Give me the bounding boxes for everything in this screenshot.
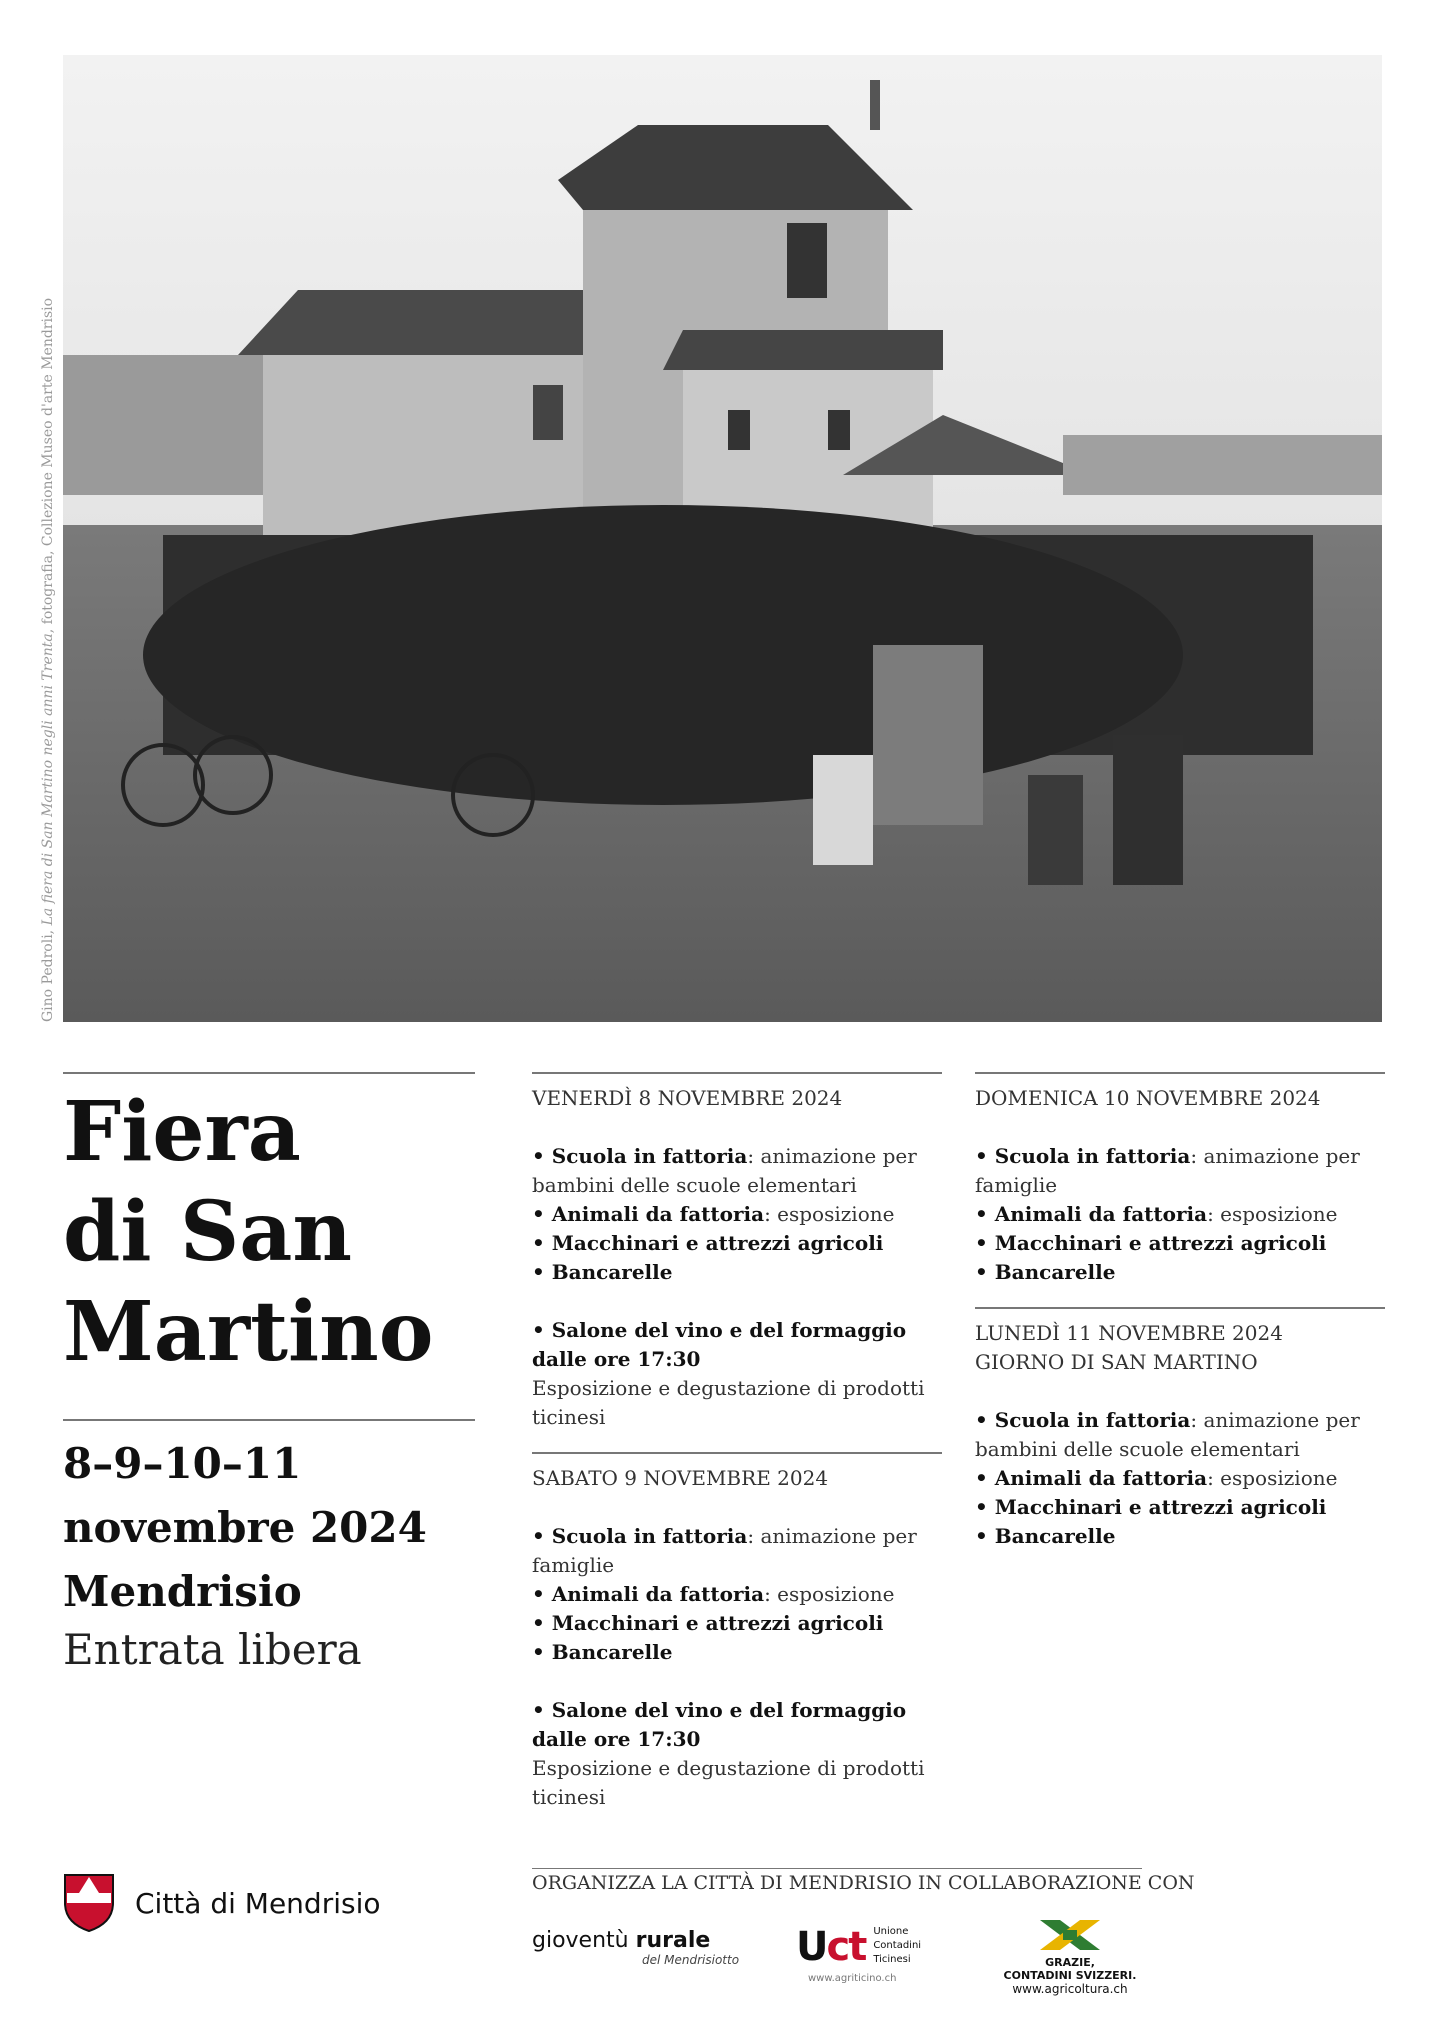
program-item: • Scuola in fattoria: animazione per famiglie: [532, 1524, 917, 1577]
program-item: • Scuola in fattoria: animazione per famiglie: [975, 1144, 1360, 1197]
salone-description: Esposizione e degustazione di prodotti ticinesi: [532, 1376, 925, 1429]
entry-free: Entrata libera: [63, 1625, 362, 1674]
program-monday: [975, 1311, 1385, 1551]
program-friday: [532, 1076, 942, 1432]
rurale-word: rurale: [635, 1928, 711, 1953]
dates-month: novembre 2024: [63, 1503, 427, 1552]
program-item: • Scuola in fattoria: animazione per bambini delle scuole elementari: [532, 1144, 917, 1197]
program-sunday: [975, 1076, 1385, 1287]
program-item: • Animali da fattoria: esposizione: [975, 1202, 1338, 1226]
gioventu-word: gioventù: [532, 1928, 636, 1953]
divider: [63, 1419, 475, 1421]
day-heading: VENERDÌ 8 NOVEMBRE 2024: [532, 1086, 843, 1110]
divider: [532, 1072, 942, 1074]
logo-uct: [796, 1924, 922, 1984]
title-line: di San: [63, 1184, 353, 1280]
uct-mark: Uct: [796, 1924, 866, 1970]
logo-gioventu-rurale: [532, 1928, 739, 1967]
uct-name: Unione Contadini Ticinesi: [873, 1926, 922, 1965]
program-item: • Macchinari e attrezzi agricoli: [975, 1495, 1327, 1519]
city-logo: [63, 1873, 381, 1933]
gioventu-sub: del Mendrisiotto: [642, 1953, 740, 1967]
program-item: • Bancarelle: [975, 1260, 1116, 1284]
program-item: • Animali da fattoria: esposizione: [532, 1202, 895, 1226]
program-item: • Macchinari e attrezzi agricoli: [975, 1231, 1327, 1255]
dates-days: 8–9–10–11: [63, 1439, 302, 1488]
program-item-salone: • Salone del vino e del formaggio dalle ore 17:30: [532, 1318, 907, 1371]
day-heading: LUNEDÌ 11 NOVEMBRE 2024: [975, 1321, 1283, 1345]
program-item: • Scuola in fattoria: animazione per bambini delle scuole elementari: [975, 1408, 1360, 1461]
program-item: • Macchinari e attrezzi agricoli: [532, 1611, 884, 1635]
program-item: • Animali da fattoria: esposizione: [975, 1466, 1338, 1490]
program-item: • Bancarelle: [975, 1524, 1116, 1548]
divider: [975, 1307, 1385, 1309]
historic-photo: [63, 55, 1382, 1022]
divider: [63, 1072, 475, 1074]
shield-icon: [63, 1873, 115, 1933]
event-dates: [63, 1432, 483, 1624]
grazie-url: www.agricoltura.ch: [1012, 1982, 1128, 1996]
cross-icon: [1035, 1918, 1105, 1952]
program-item: • Bancarelle: [532, 1640, 673, 1664]
day-heading: DOMENICA 10 NOVEMBRE 2024: [975, 1086, 1321, 1110]
logo-grazie-contadini: GRAZIE, CONTADINI SVIZZERI. www.agricoltura.ch: [995, 1918, 1145, 1996]
organizer-text: ORGANIZZA LA CITTÀ DI MENDRISIO IN COLLABORAZIONE CON: [532, 1872, 1195, 1894]
divider: [532, 1452, 942, 1454]
program-saturday: [532, 1456, 942, 1812]
program-item: • Macchinari e attrezzi agricoli: [532, 1231, 884, 1255]
photo-credit: Gino Pedroli, La fiera di San Martino negli anni Trenta, fotografia, Collezione Museo d'arte Mendrisio: [40, 297, 56, 1022]
program-item: • Bancarelle: [532, 1260, 673, 1284]
salone-description: Esposizione e degustazione di prodotti ticinesi: [532, 1756, 925, 1809]
program-item: • Animali da fattoria: esposizione: [532, 1582, 895, 1606]
city-name: Città di Mendrisio: [135, 1886, 381, 1920]
program-item-salone: • Salone del vino e del formaggio dalle ore 17:30: [532, 1698, 907, 1751]
title-line: Fiera: [63, 1084, 301, 1180]
title-line: Martino: [63, 1284, 434, 1380]
event-location: Mendrisio: [63, 1567, 302, 1616]
event-title: [63, 1082, 483, 1382]
day-subheading: GIORNO DI SAN MARTINO: [975, 1350, 1258, 1374]
divider: [532, 1868, 1142, 1869]
fair-scene-illustration: [63, 55, 1382, 1022]
divider: [975, 1072, 1385, 1074]
uct-url: www.agriticino.ch: [808, 1973, 897, 1984]
day-heading: SABATO 9 NOVEMBRE 2024: [532, 1466, 829, 1490]
